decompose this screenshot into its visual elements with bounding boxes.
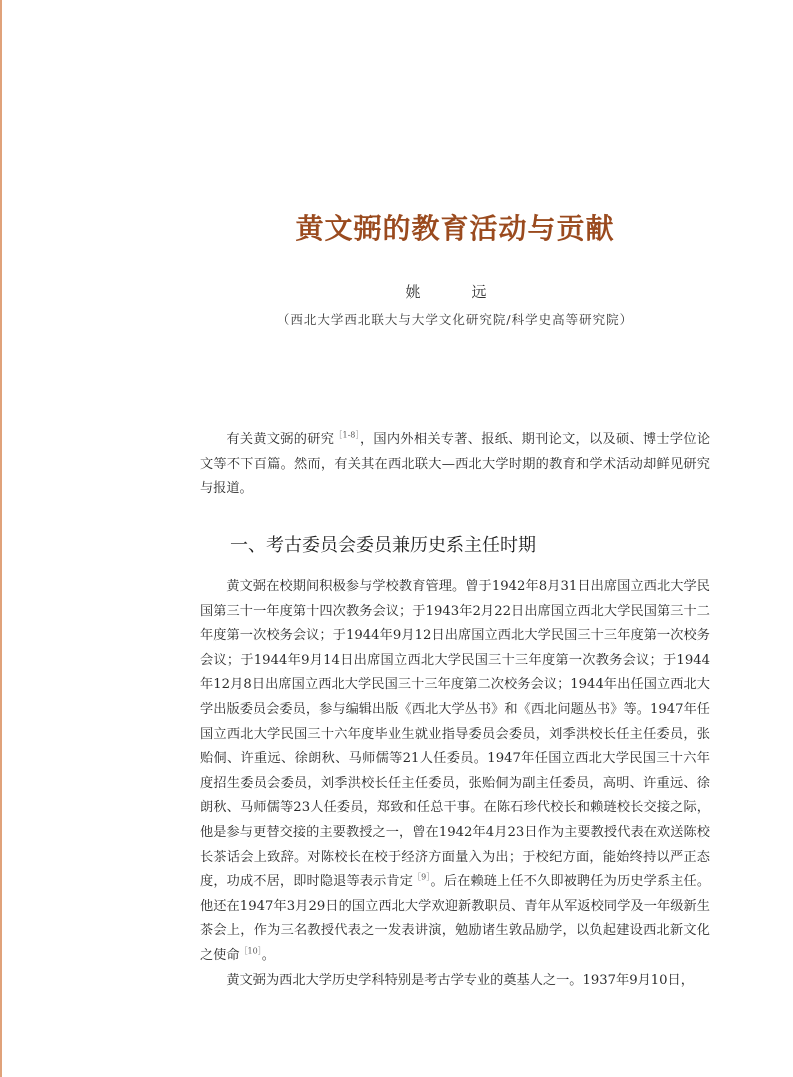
intro-paragraph xyxy=(200,428,710,502)
page-edge-decoration xyxy=(0,0,2,1077)
body-paragraph-2: 黄文弼为西北大学历史学科特别是考古学专业的奠基人之一。1937年9月10日， xyxy=(226,972,694,988)
para1-text-c: 。 xyxy=(261,947,275,963)
citation-ref: ［1-8］ xyxy=(334,430,360,440)
intro-text-a: 有关黄文弼的研究 xyxy=(226,432,335,447)
section-heading: 一、考古委员会委员兼历史系主任时期 xyxy=(230,535,536,556)
citation-ref: ［9］ xyxy=(413,872,431,882)
section-body xyxy=(200,575,710,993)
author-affiliation: （西北大学西北联大与大学文化研究院/科学史高等研究院） xyxy=(276,312,634,327)
citation-ref: ［10］ xyxy=(239,946,262,956)
article-author: 姚 远 xyxy=(405,283,505,301)
para1-text-b: 。后在赖琏上任不久即被聘任为历史学系主任。他还在1947年3月29日的国立西北大学欢迎新教职员、青年从军返校同学及一年级新生茶会上，作为三名教授代表之一发表讲演，勉励诸生敦品励学，以负起建设西北新文化之使命 xyxy=(200,874,711,963)
intro-text-b: ，国内外相关专著、报纸、期刊论文，以及硕、博士学位论文等不下百篇。然而，有关其在西北联大—西北大学时期的教育和学术活动却鲜见研究与报道。 xyxy=(200,432,711,497)
article-title: 黄文弼的教育活动与贡献 xyxy=(295,212,615,245)
body-paragraph-1 xyxy=(200,575,710,969)
para1-text-a: 黄文弼在校期间积极参与学校教育管理。曾于1942年8月31日出席国立西北大学民国第三十一年度第十四次教务会议；于1943年2月22日出席国立西北大学民国第三十二年度第一次校务会议；于1944年9月12日出席国立西北大学民国三十三年度第一次校务会议；于1944年9月14日出席国立西北大学民国三十三年度第一次教务会议；于1944年12月8日出席国立西北大学民国三十三年度第二次校务会议；1944年出任国立西北大学出版委员会委员，参与编辑出版《西北大学丛书》和《西北问题丛书》等。1947年任国立西北大学民国三十六年度毕业生就业指导委员会委员，刘季洪校长任主任委员，张贻侗、许重远、徐朗秋、马师儒等21人任委员。1947年任国立西北大学民国三十六年度招生委员会委员，刘季洪校长任主任委员，张贻侗为副主任委员，高明、许重远、徐朗秋、马师儒等23人任委员，郑致和任总干事。在陈石珍代校长和赖琏校长交接之际，他是参与更替交接的主要教授之一，曾在1942年4月23日作为主要教授代表在欢送陈校长茶话会上致辞。对陈校长在校于经济方面量入为出；于校纪方面，能始终持以严正态度，功成不居，即时隐退等表示肯定 xyxy=(200,579,710,890)
